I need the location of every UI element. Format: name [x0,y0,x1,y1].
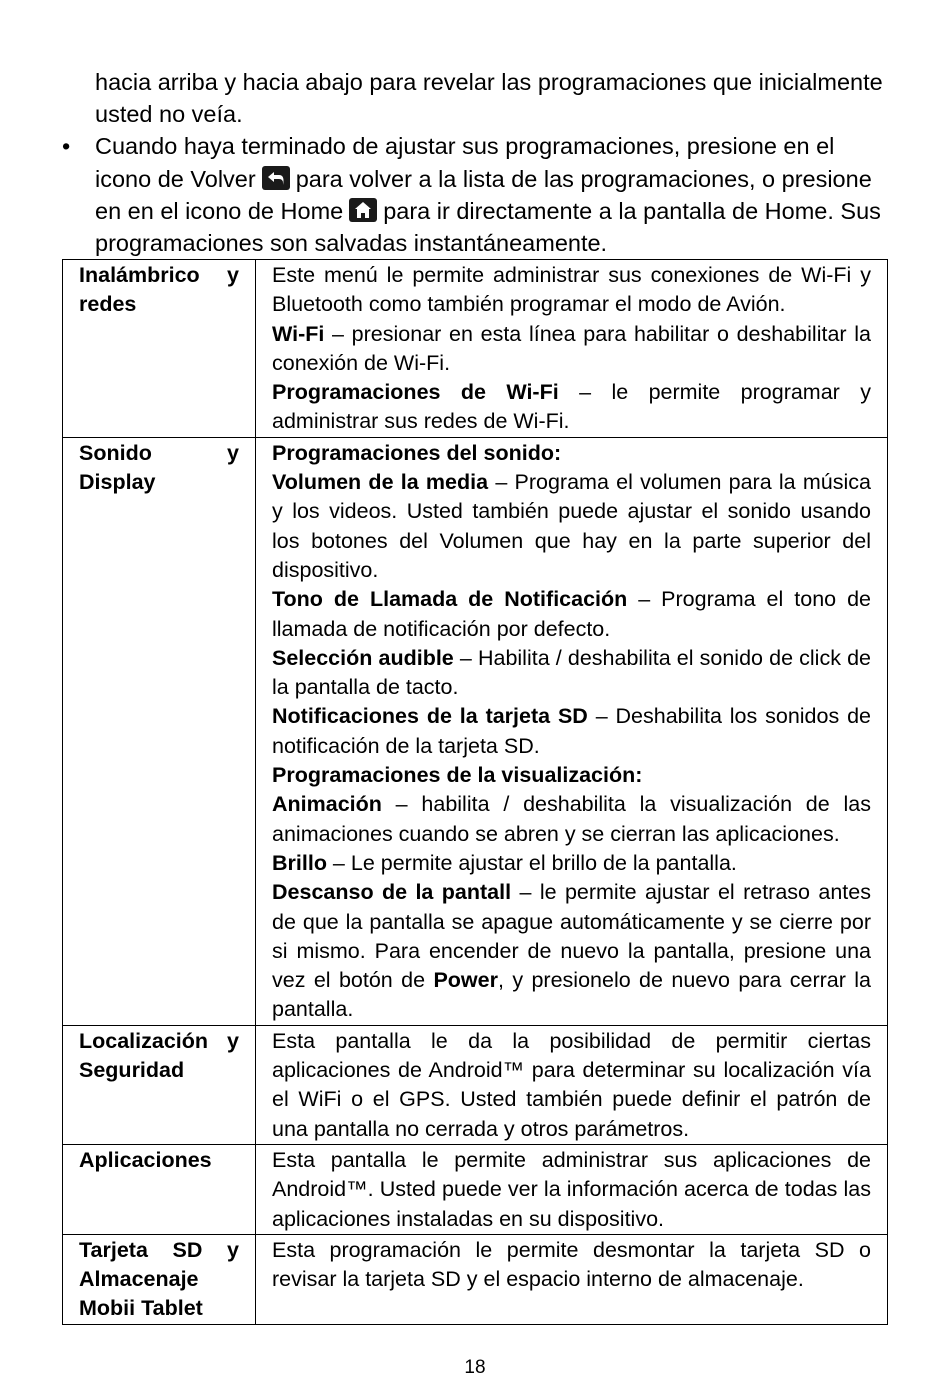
table-row [63,437,888,1025]
table-row [63,260,888,438]
setting-text: – Habilita / deshabilita el sonido de click de la pantalla de tacto. [272,645,871,700]
table-row [63,1025,888,1144]
description-paragraph [272,644,871,703]
setting-name: Programaciones de la visualización: [272,763,643,788]
description-paragraph [272,378,871,437]
description-paragraph [272,585,871,644]
setting-text: Esta programación le permite desmontar la tarjeta SD o revisar la tarjeta SD y el espacio interno de almacenaje. [272,1237,871,1292]
row-label-line: Localización y [79,1028,239,1053]
setting-name: Programaciones de Wi-Fi [272,380,559,405]
row-description [256,260,888,438]
description-paragraph [272,702,871,761]
setting-name: Animación [272,792,382,817]
bullet-marker: • [62,133,71,160]
setting-name: Selección audible [272,645,454,670]
setting-text: – Le permite ajustar el brillo de la pantalla. [326,850,737,875]
bullet-item [62,130,892,259]
setting-text: – habilita / deshabilita la visualización de las animaciones cuando se abren y se cierran las aplicaciones. [272,792,871,846]
description-paragraph [272,261,871,320]
row-label-line: Display [79,470,156,495]
row-label-line: Tarjeta SD y [79,1237,239,1262]
intro-text [62,66,892,259]
row-label [63,1025,256,1144]
row-description [256,1144,888,1234]
table-row [63,1234,888,1324]
setting-text: – Deshabilita los sonidos de notificación de la tarjeta SD. [272,704,872,758]
setting-text: , y presionelo de nuevo para cerrar la pantalla. [272,968,871,1022]
row-label [63,437,256,1025]
setting-name: Programaciones del sonido: [272,440,562,465]
row-label [63,1234,256,1324]
setting-name: Tono de Llamada de Notificación [272,587,628,612]
setting-emphasis: Power [433,968,498,993]
row-label [63,260,256,438]
settings-table [62,259,888,1325]
row-description [256,1234,888,1324]
row-label-line: Seguridad [79,1058,185,1083]
setting-name: Brillo [272,850,327,875]
description-paragraph [272,849,871,878]
setting-text: – Programa el tono de llamada de notificación por defecto. [272,587,871,641]
home-icon [349,198,377,222]
row-label-line: Almacenaje [79,1267,199,1292]
description-paragraph [272,439,871,468]
description-paragraph [272,790,871,849]
row-label-line: redes [79,292,137,317]
setting-text: – Programa el volumen para la música y los videos. Usted también puede ajustar el sonido usando los botones del Volumen que hay en la parte superior del dispositivo. [272,470,871,582]
table-row [63,1144,888,1234]
intro-paragraph: hacia arriba y hacia abajo para revelar las programaciones que inicialmente usted no veía. [95,69,883,128]
setting-name: Notificaciones de la tarjeta SD [272,704,588,729]
description-paragraph [272,320,871,379]
description-paragraph [272,1146,871,1234]
page-number: 18 [464,1357,486,1378]
setting-name: Descanso de la pantall [272,880,512,905]
bullet-text-2: para volver a la lista de las programaciones, o presione en en el icono de Home [95,165,872,224]
setting-text: – le permite programar y administrar sus redes de Wi-Fi. [272,380,871,434]
setting-text: Esta pantalla le da la posibilidad de permitir ciertas aplicaciones de Android™ para determinar su localización vía el WiFi o el GPS. Usted también puede definir el patrón de una pantalla no cerrada y otros parámetros. [272,1028,871,1141]
row-label [63,1144,256,1234]
setting-text: Esta pantalla le permite administrar sus aplicaciones de Android™. Usted puede ver la información acerca de todas las aplicaciones instaladas en su dispositivo. [272,1147,871,1231]
description-paragraph [272,761,871,790]
row-label-line: Aplicaciones [79,1147,212,1172]
bullet-text-3: para ir directamente a la pantalla de Home. Sus programaciones son salvadas instantáneamente. [95,197,881,257]
description-paragraph [272,1027,871,1144]
setting-text: – le permite ajustar el retraso antes de que la pantalla se apague automáticamente y se cierre por si mismo. Para encender de nuevo la pantalla, presione una vez el botón de [272,880,871,993]
bullet-text-1: Cuando haya terminado de ajustar sus programaciones, presione en el icono de Volver [95,133,835,192]
description-paragraph [272,878,871,1024]
description-paragraph [272,1236,871,1295]
row-description [256,1025,888,1144]
row-label-line: Inalámbrico y [79,263,239,287]
setting-name: Volumen de la media [272,470,489,495]
row-label-line: Sonido y [79,440,239,465]
back-arrow-icon [262,166,290,190]
setting-name: Wi-Fi [272,321,325,346]
description-paragraph [272,468,871,585]
setting-text: – presionar en esta línea para habilitar o deshabilitar la conexión de Wi-Fi. [272,321,871,375]
row-label-line: Mobii Tablet [79,1296,203,1321]
setting-text: Este menú le permite administrar sus conexiones de Wi-Fi y Bluetooth como también programar el modo de Avión. [272,263,871,317]
row-description [256,437,888,1025]
